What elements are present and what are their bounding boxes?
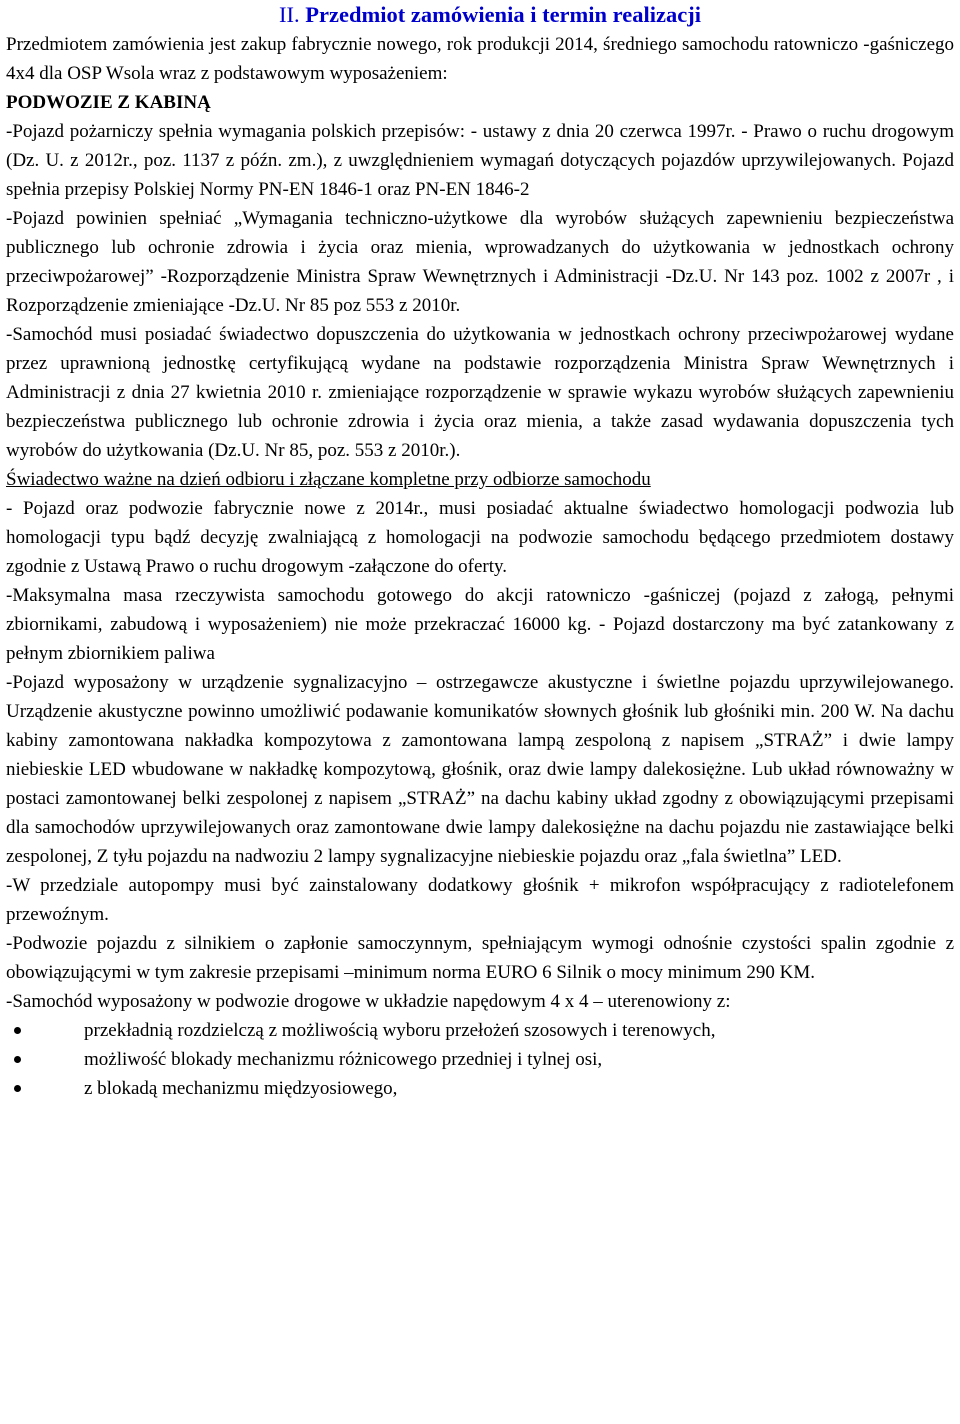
list-item-text: przekładnią rozdzielczą z możliwością wyboru przełożeń szosowych i terenowych,	[84, 1020, 716, 1041]
bullet-list	[6, 1016, 954, 1103]
list-item	[6, 1045, 954, 1074]
bullet-icon	[14, 1085, 21, 1092]
bullet-icon	[14, 1027, 21, 1034]
section-number: II.	[279, 2, 300, 27]
paragraph-7: -W przedziale autopompy musi być zainstalowany dodatkowy głośnik + mikrofon współpracujący z radiotelefonem przewoźnym.	[6, 875, 954, 925]
list-item-text: możliwość blokady mechanizmu różnicowego przedniej i tylnej osi,	[84, 1049, 603, 1070]
paragraph-9: -Samochód wyposażony w podwozie drogowe w układzie napędowym 4 x 4 – uterenowiony z:	[6, 991, 731, 1012]
paragraph-6: -Pojazd wyposażony w urządzenie sygnalizacyjno – ostrzegawcze akustyczne i świetlne pojazdu uprzywilejowanego. Urządzenie akustyczne powinno umożliwić podawanie komunikatów słownych głośnik lub głośniki min. 200 W. Na dachu kabiny zamontowana nakładka kompozytowa z zamontowana lampą zespoloną z napisem „STRAŻ” i dwie lampy niebieskie LED wbudowane w nakładkę kompozytową, głośnik, oraz dwie lampy dalekosiężne. Lub układ równoważny w postaci zamontowanej belki zespolonej z napisem „STRAŻ” na dachu kabiny układ zgodny z obowiązującymi przepisami dla samochodów uprzywilejowanych oraz zamontowane dwie lampy dalekosiężne na dachu pojazdu nie zastawiające belki zespolonej, Z tyłu pojazdu na nadwoziu 2 lampy sygnalizacyjne niebieskie pojazdu oraz „fala świetlna” LED.	[6, 672, 954, 867]
paragraph-5: -Maksymalna masa rzeczywista samochodu gotowego do akcji ratowniczo -gaśniczej (pojazd z załogą, pełnymi zbiornikami, zabudową i wyposażeniem) nie może przekraczać 16000 kg. - Pojazd dostarczony ma być zatankowany z pełnym zbiornikiem paliwa	[6, 585, 954, 664]
bullet-icon	[14, 1056, 21, 1063]
paragraph-2: -Pojazd powinien spełniać „Wymagania techniczno-użytkowe dla wyrobów służących zapewnieniu bezpieczeństwa publicznego lub ochronie zdrowia i życia oraz mienia, wprowadzanych do użytkowania w jednostkach ochrony przeciwpożarowej” -Rozporządzenie Ministra Spraw Wewnętrznych i Administracji -Dz.U. Nr 143 poz. 1002 z 2007r , i Rozporządzenie zmieniające -Dz.U. Nr 85 poz 553 z 2010r.	[6, 208, 954, 316]
subsection-title: PODWOZIE Z KABINĄ	[6, 92, 211, 113]
list-item-text: z blokadą mechanizmu międzyosiowego,	[84, 1078, 398, 1099]
section-heading	[6, 0, 954, 30]
section-title: Przedmiot zamówienia i termin realizacji	[305, 2, 701, 27]
paragraph-1: -Pojazd pożarniczy spełnia wymagania polskich przepisów: - ustawy z dnia 20 czerwca 1997r. - Prawo o ruchu drogowym (Dz. U. z 2012r., poz. 1137 z późn. zm.), z uwzględnieniem wymagań dotyczących pojazdów uprzywilejowanych. Pojazd spełnia przepisy Polskiej Normy PN-EN 1846-1 oraz PN-EN 1846-2	[6, 121, 954, 200]
list-item	[6, 1074, 954, 1103]
paragraph-4: - Pojazd oraz podwozie fabrycznie nowe z 2014r., musi posiadać aktualne świadectwo homologacji podwozia lub homologacji typu bądź decyzję zwalniającą z homologacji na podwozie samochodu będącego przedmiotem dostawy zgodnie z Ustawą Prawo o ruchu drogowym -załączone do oferty.	[6, 498, 954, 577]
paragraph-8: -Podwozie pojazdu z silnikiem o zapłonie samoczynnym, spełniającym wymogi odnośnie czystości spalin zgodnie z obowiązującymi w tym zakresie przepisami –minimum norma EURO 6 Silnik o mocy minimum 290 KM.	[6, 933, 954, 983]
underlined-note: Świadectwo ważne na dzień odbioru i złączane kompletne przy odbiorze samochodu	[6, 469, 651, 490]
intro-paragraph: Przedmiotem zamówienia jest zakup fabrycznie nowego, rok produkcji 2014, średniego samochodu ratowniczo -gaśniczego 4x4 dla OSP Wsola wraz z podstawowym wyposażeniem:	[6, 34, 954, 84]
paragraph-3: -Samochód musi posiadać świadectwo dopuszczenia do użytkowania w jednostkach ochrony przeciwpożarowej wydane przez uprawnioną jednostkę certyfikującą wydane na podstawie rozporządzenia Ministra Spraw Wewnętrznych i Administracji z dnia 27 kwietnia 2010 r. zmieniające rozporządzenie w sprawie wykazu wyrobów służących zapewnieniu bezpieczeństwa publicznego lub ochronie zdrowia i życia oraz mienia, a także zasad wydawania dopuszczenia tych wyrobów do użytkowania (Dz.U. Nr 85, poz. 553 z 2010r.).	[6, 324, 954, 461]
list-item	[6, 1016, 954, 1045]
